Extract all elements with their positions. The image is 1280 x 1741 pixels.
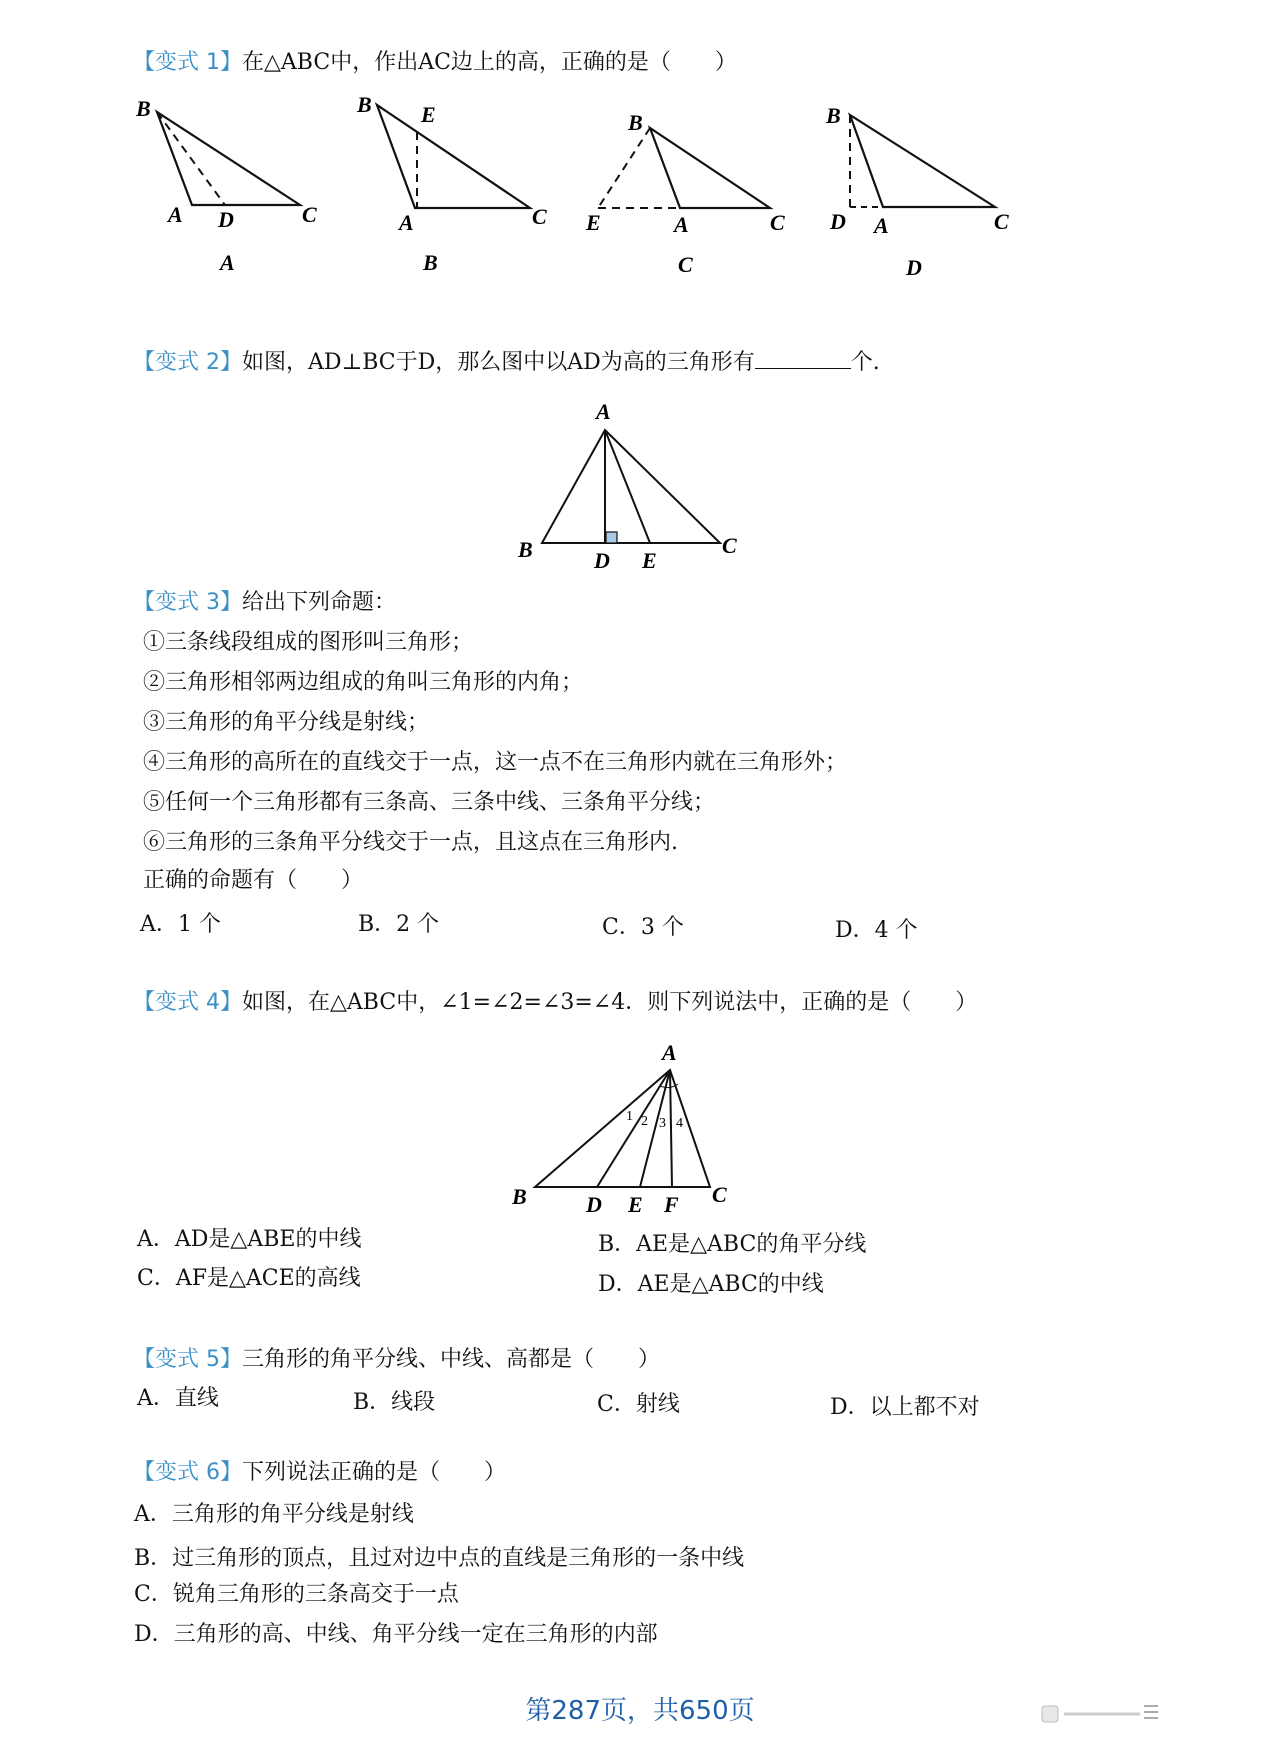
q3-option-b: B．2 个 [358,912,440,937]
q1-tag: 【变式 1】 [133,50,242,75]
fig3-label-b: B [628,110,643,135]
q6-option-d: D．三角形的高、中线、角平分线一定在三角形的内部 [134,1622,658,1647]
q3-item-2: ②三角形相邻两边组成的角叫三角形的内角； [143,670,584,695]
fig6-label-e: E [628,1192,643,1217]
fig1-label-c: C [302,202,317,227]
fig2-label-b: B [357,92,372,117]
q4-tag: 【变式 4】 [133,990,242,1015]
fig6-label-c: C [712,1182,727,1207]
q5-option-d: D．以上都不对 [830,1395,980,1420]
q2-figure [500,395,770,575]
q4-stem-line [133,988,977,1018]
q5-tag: 【变式 5】 [133,1347,242,1372]
q3-option-a: A．1 个 [140,912,221,937]
q2-answer-blank [755,350,851,369]
q3-tag: 【变式 3】 [133,590,242,615]
fig1-label-d: D [218,207,234,232]
fig6-label-a: A [662,1040,677,1065]
fig4-label-d: D [830,209,846,234]
q3-item-1: ①三条线段组成的图形叫三角形； [143,630,474,655]
q1-stem-line [133,48,737,78]
fig4-label-a: A [874,213,889,238]
q1-figure-b [355,90,565,290]
q3-item-5: ⑤任何一个三角形都有三条高、三条中线、三条角平分线； [143,790,716,815]
q4-option-c: C．AF是△ACE的高线 [137,1266,361,1291]
q5-stem: 三角形的角平分线、中线、高都是（ ） [242,1347,661,1372]
page-indicator: 第287页，共650页 [525,1696,755,1726]
q4-option-b: B．AE是△ABC的角平分线 [598,1232,867,1257]
q2-stem-b: 个. [850,350,880,375]
fig2-label-e: E [421,102,436,127]
angle-3-label: 3 [659,1116,666,1131]
fig3-label-e: E [586,210,601,235]
q3-stem: 给出下列命题： [242,590,397,615]
q3-ask: 正确的命题有（ ） [143,868,364,893]
q3-item-4: ④三角形的高所在的直线交于一点，这一点不在三角形内就在三角形外； [143,750,848,775]
q2-stem-a: 如图，AD⊥BC于D，那么图中以AD为高的三角形有 [242,350,755,375]
fig5-label-d: D [594,548,610,573]
fig5-label-c: C [722,533,737,558]
angle-2-label: 2 [641,1114,648,1129]
q5-stem-line [133,1345,660,1375]
fig3-label-a: A [674,212,689,237]
angle-4-label: 4 [676,1116,683,1131]
q1-figure-a [130,90,340,290]
q5-option-a: A．直线 [137,1386,219,1411]
angle-1-label: 1 [626,1109,633,1124]
q5-option-c: C．射线 [597,1392,680,1417]
fig6-label-d: D [586,1192,602,1217]
q4-option-a: A．AD是△ABE的中线 [137,1227,362,1252]
q1-caption-a: A [220,250,235,275]
page-scroll-widget[interactable] [1040,1700,1160,1726]
fig3-label-c: C [770,210,785,235]
q6-stem: 下列说法正确的是（ ） [242,1460,507,1485]
q1-stem: 在△ABC中，作出AC边上的高，正确的是（ ） [242,50,737,75]
fig4-label-b: B [826,103,841,128]
fig5-label-a: A [596,399,611,424]
q6-option-a: A．三角形的角平分线是射线 [134,1502,414,1527]
q5-option-b: B．线段 [353,1390,436,1415]
fig1-label-a: A [168,202,183,227]
q3-option-d: D．4 个 [835,918,918,943]
q6-option-b: B．过三角形的顶点，且过对边中点的直线是三角形的一条中线 [134,1546,745,1571]
fig6-label-b: B [512,1184,527,1209]
q4-stem: 如图，在△ABC中，∠1=∠2=∠3=∠4．则下列说法中，正确的是（ ） [242,990,978,1015]
q1-figure-c [580,100,810,290]
q3-item-3: ③三角形的角平分线是射线； [143,710,430,735]
q3-item-6: ⑥三角形的三条角平分线交于一点，且这点在三角形内. [143,830,678,855]
q1-figure-d [820,95,1050,295]
q2-tag: 【变式 2】 [133,350,242,375]
q4-option-d: D．AE是△ABC的中线 [598,1272,824,1297]
q1-caption-d: D [906,255,922,280]
fig2-label-c: C [532,204,547,229]
fig5-label-b: B [518,537,533,562]
q2-stem-line [133,348,880,378]
q6-tag: 【变式 6】 [133,1460,242,1485]
fig4-label-c: C [994,209,1009,234]
fig2-label-a: A [399,210,414,235]
q4-figure [500,1040,760,1220]
q6-stem-line [133,1458,506,1488]
fig6-label-f: F [664,1192,679,1217]
fig5-label-e: E [642,548,657,573]
q6-option-c: C．锐角三角形的三条高交于一点 [134,1582,459,1607]
q3-option-c: C．3 个 [602,915,684,940]
q3-stem-line [133,588,396,618]
fig1-label-b: B [136,96,151,121]
q1-caption-c: C [678,252,693,277]
q1-caption-b: B [423,250,438,275]
